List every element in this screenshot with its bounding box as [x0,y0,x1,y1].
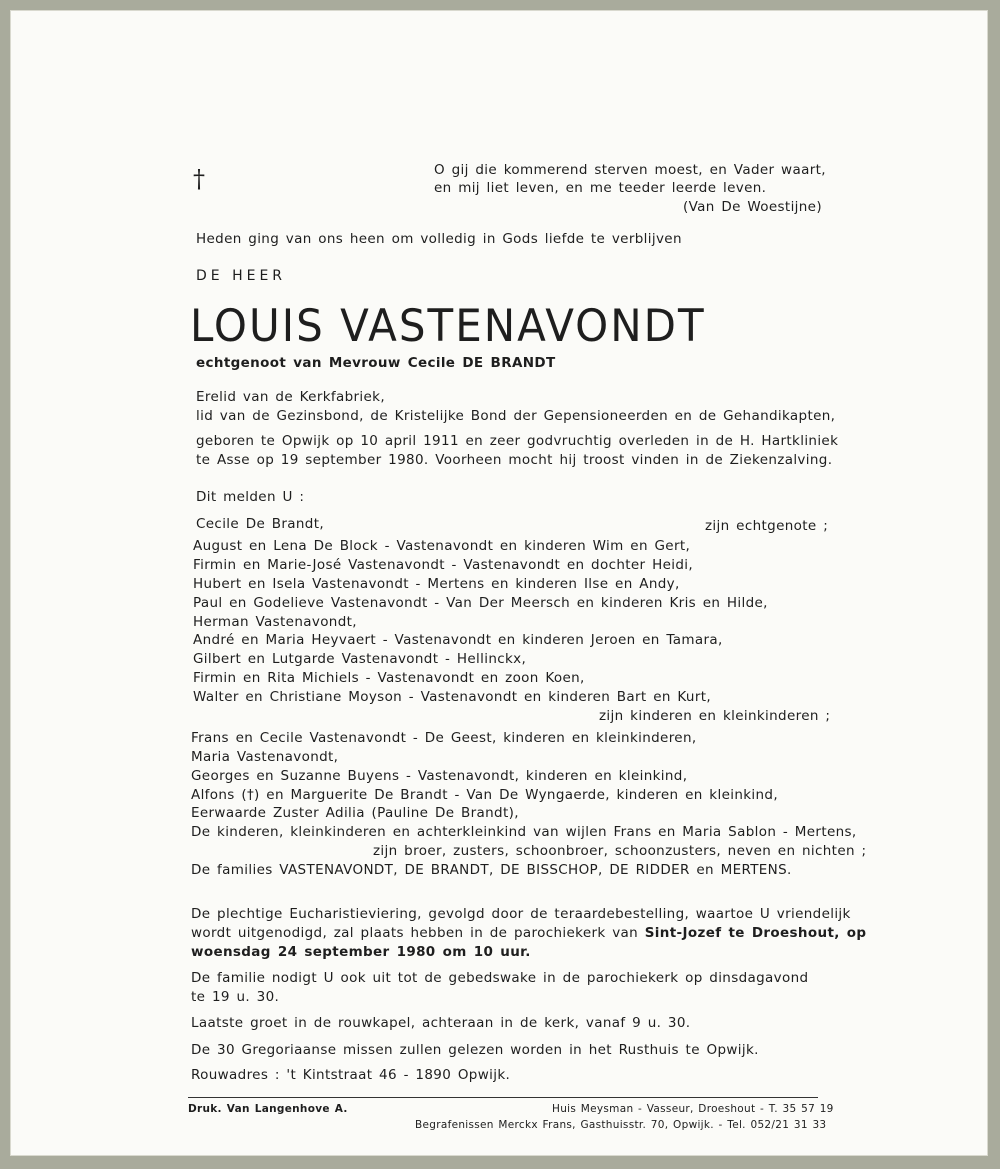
sibling-line: Georges en Suzanne Buyens - Vastenavondt, kinderen en kleinkind, [191,768,688,784]
child-line: Paul en Godelieve Vastenavondt - Van Der Meersch en kinderen Kris en Hilde, [193,595,768,611]
spouse-role: zijn echtgenote ; [705,518,829,534]
spouse-line-surname: DE BRANDT [462,355,556,371]
spouse-line-plain: echtgenoot van Mevrouw Cecile [196,355,456,371]
ceremony-line-1: De plechtige Eucharistieviering, gevolgd door de teraardebestelling, waartoe U vriendelijk [191,906,851,922]
intro-text: Heden ging van ons heen om volledig in Gods liefde te verblijven [196,231,682,247]
sibling-line: Maria Vastenavondt, [191,749,339,765]
sibling-line: Alfons (†) en Marguerite De Brandt - Van De Wyngaerde, kinderen en kleinkind, [191,787,778,803]
title-prefix: DE HEER [196,268,287,284]
child-line: Walter en Christiane Moyson - Vastenavondt en kinderen Bart en Kurt, [193,689,712,705]
families-line: De families VASTENAVONDT, DE BRANDT, DE BISSCHOP, DE RIDDER en MERTENS. [191,862,792,878]
funeral-home-2: Begrafenissen Merckx Frans, Gasthuisstr. 70, Opwijk. - Tel. 052/21 31 33 [415,1119,827,1131]
bio-line-4: te Asse op 19 september 1980. Voorheen mocht hij troost vinden in de Ziekenzalving. [196,452,833,468]
poem-line-1: O gij die kommerend sterven moest, en Vader waart, [434,162,826,178]
vigil-line-1: De familie nodigt U ook uit tot de gebedswake in de parochiekerk op dinsdagavond [191,970,809,986]
child-line: Firmin en Marie-José Vastenavondt - Vastenavondt en dochter Heidi, [193,557,694,573]
children-role: zijn kinderen en kleinkinderen ; [599,708,831,724]
poem-line-2: en mij liet leven, en me teeder leerde leven. [434,180,767,196]
farewell-line: Laatste groet in de rouwkapel, achteraan in de kerk, vanaf 9 u. 30. [191,1015,691,1031]
child-line: Gilbert en Lutgarde Vastenavondt - Hellinckx, [193,651,527,667]
announce-text: Dit melden U : [196,489,305,505]
child-line: Hubert en Isela Vastenavondt - Mertens en kinderen Ilse en Andy, [193,576,680,592]
poem-author: (Van De Woestijne) [683,199,822,215]
ceremony-location: Sint-Jozef te Droeshout, op [644,925,867,941]
bio-line-2: lid van de Gezinsbond, de Kristelijke Bond der Gepensioneerden en de Gehandikapten, [196,408,836,424]
masses-line: De 30 Gregoriaanse missen zullen gelezen worden in het Rusthuis te Opwijk. [191,1042,759,1058]
sibling-line: De kinderen, kleinkinderen en achterkleinkind van wijlen Frans en Maria Sablon - Mertens, [191,824,857,840]
spouse-name: Cecile De Brandt, [196,516,324,532]
printer-credit: Druk. Van Langenhove A. [188,1103,348,1115]
ceremony-line-2 [191,925,866,942]
vigil-line-2: te 19 u. 30. [191,989,280,1005]
funeral-home-1: Huis Meysman - Vasseur, Droeshout - T. 35 57 19 [552,1103,834,1115]
sibling-line: Eerwaarde Zuster Adilia (Pauline De Brandt), [191,805,519,821]
bio-line-3: geboren te Opwijk op 10 april 1911 en zeer godvruchtig overleden in de H. Hartkliniek [196,433,839,449]
mourning-address: Rouwadres : 't Kintstraat 46 - 1890 Opwijk. [191,1067,511,1083]
deceased-name: LOUIS VASTENAVONDT [190,300,706,352]
ceremony-line-2-plain: wordt uitgenodigd, zal plaats hebben in de parochiekerk van [191,925,639,941]
bio-line-1: Erelid van de Kerkfabriek, [196,389,385,405]
siblings-role: zijn broer, zusters, schoonbroer, schoonzusters, neven en nichten ; [373,843,867,859]
footer-divider [188,1097,818,1098]
spouse-line [196,355,556,372]
child-line: André en Maria Heyvaert - Vastenavondt en kinderen Jeroen en Tamara, [193,632,723,648]
child-line: Firmin en Rita Michiels - Vastenavondt en zoon Koen, [193,670,585,686]
child-line: Herman Vastenavondt, [193,614,357,630]
ceremony-datetime: woensdag 24 september 1980 om 10 uur. [191,944,531,960]
cross-icon: † [193,165,205,193]
sibling-line: Frans en Cecile Vastenavondt - De Geest, kinderen en kleinkinderen, [191,730,697,746]
child-line: August en Lena De Block - Vastenavondt en kinderen Wim en Gert, [193,538,691,554]
